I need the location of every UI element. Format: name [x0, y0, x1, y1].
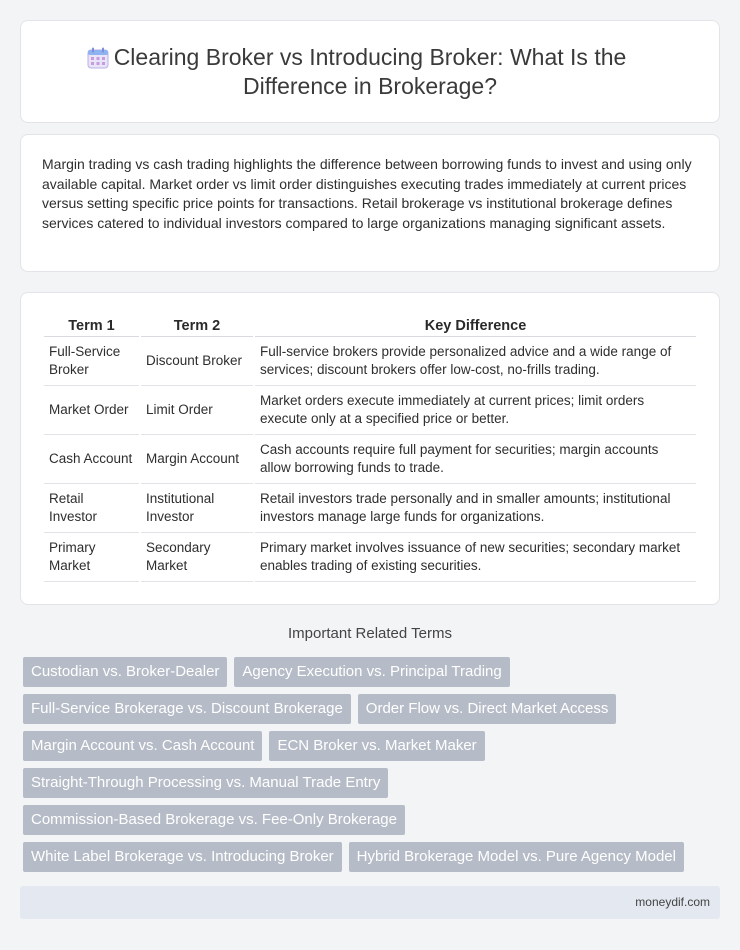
- table-row: [44, 337, 696, 386]
- table-row: [44, 533, 696, 582]
- cell-key-difference: Market orders execute immediately at current prices; limit orders execute only at a specified price or better.: [255, 386, 696, 435]
- cell-term-2: Institutional Investor: [141, 484, 253, 533]
- footer: [20, 886, 720, 919]
- related-term-tag[interactable]: ECN Broker vs. Market Maker: [269, 731, 484, 761]
- related-term-tag[interactable]: Custodian vs. Broker-Dealer: [23, 657, 227, 687]
- related-term-tag[interactable]: Margin Account vs. Cash Account: [23, 731, 262, 761]
- header-term-1: Term 1: [44, 315, 139, 337]
- cell-term-1: Market Order: [44, 386, 139, 435]
- cell-term-2: Margin Account: [141, 435, 253, 484]
- cell-key-difference: Cash accounts require full payment for securities; margin accounts allow borrowing funds to trade.: [255, 435, 696, 484]
- cell-term-1: Retail Investor: [44, 484, 139, 533]
- footer-site: moneydif.com: [635, 895, 710, 909]
- comparison-table: [42, 315, 698, 582]
- title-card: [20, 20, 720, 123]
- related-term-tag[interactable]: Commission-Based Brokerage vs. Fee-Only Brokerage: [23, 805, 405, 835]
- table-header-row: [44, 315, 696, 337]
- table-row: [44, 386, 696, 435]
- intro-card: [20, 134, 720, 272]
- related-term-tag[interactable]: White Label Brokerage vs. Introducing Broker: [23, 842, 342, 872]
- cell-key-difference: Full-service brokers provide personalized advice and a wide range of services; discount brokers offer low-cost, no-frills trading.: [255, 337, 696, 386]
- cell-key-difference: Primary market involves issuance of new securities; secondary market enables trading of existing securities.: [255, 533, 696, 582]
- cell-term-2: Secondary Market: [141, 533, 253, 582]
- related-term-tag[interactable]: Straight-Through Processing vs. Manual Trade Entry: [23, 768, 388, 798]
- title-wrap: [21, 21, 719, 122]
- cell-term-1: Full-Service Broker: [44, 337, 139, 386]
- cell-term-1: Cash Account: [44, 435, 139, 484]
- cell-term-2: Discount Broker: [141, 337, 253, 386]
- related-term-tag[interactable]: Full-Service Brokerage vs. Discount Brokerage: [23, 694, 351, 724]
- related-terms-list: [23, 657, 723, 879]
- table-row: [44, 435, 696, 484]
- related-term-tag[interactable]: Order Flow vs. Direct Market Access: [358, 694, 617, 724]
- related-terms-heading: Important Related Terms: [288, 625, 452, 642]
- table-card: [20, 292, 720, 605]
- related-term-tag[interactable]: Agency Execution vs. Principal Trading: [234, 657, 509, 687]
- table-row: [44, 484, 696, 533]
- intro-paragraph: Margin trading vs cash trading highlights the difference between borrowing funds to invest and using only available capital. Market order vs limit order distinguishes executing trades immediately at current prices versus setting specific price points for transactions. Retail brokerage vs institutional brokerage defines services catered to individual investors compared to large organizations managing significant assets.: [42, 156, 692, 231]
- related-term-tag[interactable]: Hybrid Brokerage Model vs. Pure Agency Model: [349, 842, 684, 872]
- cell-term-2: Limit Order: [141, 386, 253, 435]
- cell-key-difference: Retail investors trade personally and in smaller amounts; institutional investors manage large funds for organizations.: [255, 484, 696, 533]
- page-title: Clearing Broker vs Introducing Broker: What Is the Difference in Brokerage?: [113, 43, 627, 99]
- cell-term-1: Primary Market: [44, 533, 139, 582]
- header-key-difference: Key Difference: [255, 315, 696, 337]
- header-term-2: Term 2: [141, 315, 253, 337]
